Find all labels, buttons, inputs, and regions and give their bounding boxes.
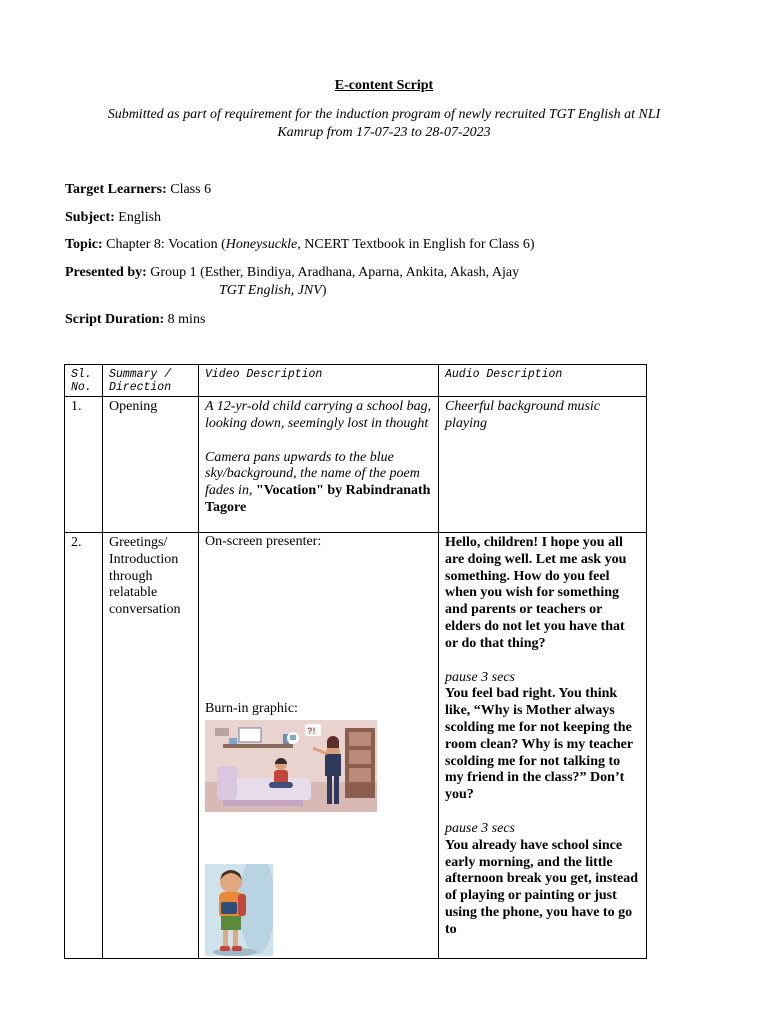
row-2-graphic-label: Burn-in graphic: — [205, 700, 298, 716]
row-1-audio — [439, 397, 647, 533]
topic-text: Chapter 8: Vocation ( — [102, 237, 226, 252]
row-1-video-pan: Camera pans upwards to the blue sky/background, the name of the poem fades in, — [205, 449, 420, 499]
header-video: Video Description — [199, 365, 439, 397]
mother-scolding-child-illustration — [205, 720, 377, 812]
presented-by-label: Presented by: — [65, 265, 147, 280]
header-audio: Audio Description — [439, 365, 647, 397]
subtitle-line-1: Submitted as part of requirement for the induction program of newly recruited TGT English at NLI — [107, 107, 661, 122]
presented-by-close: ) — [321, 283, 327, 298]
target-learners — [65, 181, 211, 198]
target-learners-value: Class 6 — [166, 182, 212, 197]
header-summary: Summary / Direction — [103, 365, 199, 397]
row-1-video-text-2 — [205, 450, 432, 517]
script-duration-value: 8 mins — [164, 312, 206, 327]
subtitle-line-2: Kamrup from 17-07-23 to 28-07-2023 — [277, 125, 491, 140]
sad-schoolboy-illustration — [205, 864, 273, 956]
subject — [65, 209, 161, 226]
subject-value: English — [114, 210, 162, 225]
row-2-video — [199, 533, 439, 959]
header-sl-no: Sl. No. — [65, 365, 103, 397]
speech-bubble-text: ?! — [307, 725, 316, 736]
topic-text-end: NCERT Textbook in English for Class 6) — [300, 237, 535, 252]
row-1-video — [199, 397, 439, 533]
target-learners-label: Target Learners: — [65, 182, 167, 197]
topic-book: Honeysuckle, — [225, 237, 301, 252]
subject-label: Subject: — [65, 210, 115, 225]
row-2-pause-1: pause 3 secs — [445, 669, 515, 685]
script-table — [64, 364, 647, 959]
row-1-audio-text: Cheerful background music playing — [445, 399, 601, 431]
topic-label: Topic: — [65, 237, 103, 252]
row-2-audio-greeting: Hello, children! I hope you all are doing well. Let me ask you something. How do you feel when you wish for something and parents or teachers or elders do not let you have that or do that thing? — [445, 535, 627, 651]
row-2-summary: Greetings/ Introduction through relatable conversation — [103, 533, 199, 959]
page-title: E-content Script — [334, 78, 434, 93]
presented-by-designation: TGT English, JNV — [219, 283, 322, 298]
row-1-summary: Opening — [103, 397, 199, 533]
presented-by-line-2 — [219, 283, 326, 299]
presented-by — [65, 264, 519, 281]
row-2-audio-feel-bad: You feel bad right. You think like, “Why is Mother always scolding me for not keeping the room clean? Why is my teacher scolding me for not talking to my friend in the class?” Don’t you? — [445, 686, 633, 803]
row-1-poem-title: "Vocation" by Rabindranath Tagore — [205, 483, 431, 515]
table-header-row — [65, 365, 647, 397]
row-1-video-text: A 12-yr-old child carrying a school bag, looking down, seemingly lost in thought — [205, 399, 432, 431]
script-duration — [65, 311, 205, 328]
row-2-audio — [439, 533, 647, 959]
row-1-no: 1. — [65, 397, 103, 533]
table-row — [65, 397, 647, 533]
script-duration-label: Script Duration: — [65, 312, 165, 327]
table-row — [65, 533, 647, 959]
row-2-audio-school: You already have school since early morning, and the little afternoon break you get, instead of playing or painting or just using the phone, you have to go to — [445, 837, 639, 937]
topic — [65, 236, 535, 253]
row-2-pause-2: pause 3 secs — [445, 820, 515, 836]
row-2-no: 2. — [65, 533, 103, 959]
subtitle — [70, 106, 698, 142]
presented-by-value: Group 1 (Esther, Bindiya, Aradhana, Aparna, Ankita, Akash, Ajay — [146, 265, 520, 280]
row-2-presenter-label: On-screen presenter: — [205, 534, 322, 549]
